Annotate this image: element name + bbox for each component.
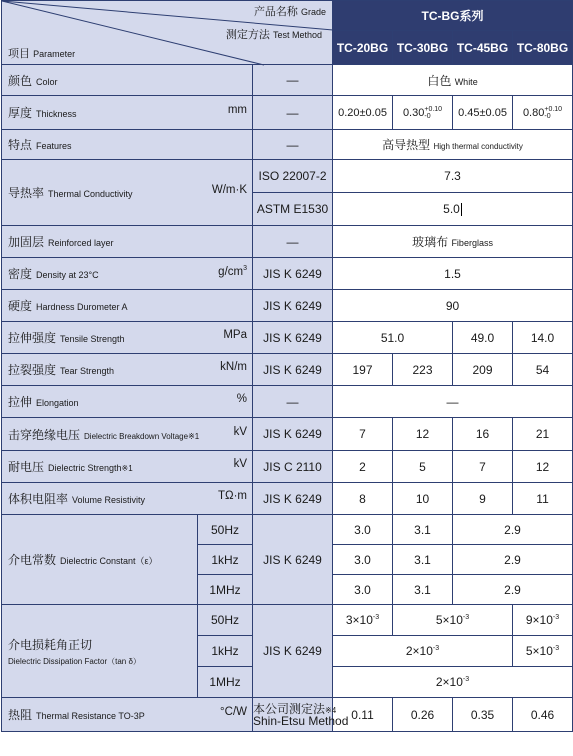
resistivity-tc45bg: 9 — [453, 483, 513, 515]
model-tc45bg: TC-45BG — [453, 31, 513, 65]
row-reinforced — [2, 226, 573, 258]
method-astm: ASTM E1530 — [253, 193, 333, 226]
param-constant: 介电常数 Dielectric Constant（ε） — [2, 515, 198, 605]
param-reinforced: 加固层 Reinforced layer — [2, 226, 253, 258]
resistivity-tc80bg: 11 — [513, 483, 573, 515]
row-thermal-resistance — [2, 698, 573, 732]
param-tensile: 拉伸强度 Tensile Strength MPa — [2, 322, 253, 354]
row-tear — [2, 354, 573, 386]
constant-1mhz-tc45-80: 2.9 — [453, 575, 573, 605]
tear-tc30bg: 223 — [393, 354, 453, 386]
param-elongation: 拉伸 Elongation % — [2, 386, 253, 418]
breakdown-tc20bg: 7 — [333, 418, 393, 451]
constant-1mhz-tc30bg: 3.1 — [393, 575, 453, 605]
constant-50hz-tc30bg: 3.1 — [393, 515, 453, 545]
withstand-tc80bg: 12 — [513, 451, 573, 483]
param-resistivity: 体积电阻率 Volume Resistivity TΩ·m — [2, 483, 253, 515]
resistivity-tc20bg: 8 — [333, 483, 393, 515]
item-label: 项目 Parameter — [8, 48, 76, 60]
breakdown-tc30bg: 12 — [393, 418, 453, 451]
model-tc80bg: TC-80BG — [513, 31, 573, 65]
row-tensile — [2, 322, 573, 354]
withstand-tc45bg: 7 — [453, 451, 513, 483]
row-hardness — [2, 290, 573, 322]
method-dash: — — [253, 130, 333, 160]
tensile-tc20-30: 51.0 — [333, 322, 453, 354]
dissipation-1khz-tc80bg: $5\times 10^{-3}$ — [513, 636, 573, 667]
thickness-tc20bg: 0.20±0.05 — [333, 96, 393, 130]
row-breakdown — [2, 418, 573, 451]
method-hardness: JIS K 6249 — [253, 290, 333, 322]
param-dissipation: 介电损耗角正切 Dielectric Dissipation Factor（tan δ） — [2, 605, 198, 698]
constant-50hz-tc20bg: 3.0 — [333, 515, 393, 545]
method-label: 测定方法 Test Method — [225, 29, 323, 41]
param-withstand: 耐电压 Dielectric Strength※1 kV — [2, 451, 253, 483]
method-withstand: JIS C 2110 — [253, 451, 333, 483]
thickness-tc45bg: 0.45±0.05 — [453, 96, 513, 130]
tensile-tc45bg: 49.0 — [453, 322, 513, 354]
thickness-tc30bg: 0.30+0.10 -0 — [393, 96, 453, 130]
freq-1mhz: 1MHz — [198, 575, 253, 605]
dissipation-1mhz-all: $2\times 10^{-3}$ — [333, 667, 573, 698]
breakdown-tc80bg: 21 — [513, 418, 573, 451]
method-iso: ISO 22007-2 — [253, 160, 333, 193]
row-density — [2, 258, 573, 290]
constant-50hz-tc45-80: 2.9 — [453, 515, 573, 545]
method-dash: — — [253, 96, 333, 130]
spec-table — [1, 0, 573, 732]
withstand-tc20bg: 2 — [333, 451, 393, 483]
model-tc20bg: TC-20BG — [333, 31, 393, 65]
row-features — [2, 130, 573, 160]
series-title: TC-BG系列 — [333, 1, 573, 31]
method-constant: JIS K 6249 — [253, 515, 333, 605]
row-resistivity — [2, 483, 573, 515]
tear-tc80bg: 54 — [513, 354, 573, 386]
param-thermal-resistance: 热阻 Thermal Resistance TO-3P °C/W — [2, 698, 253, 732]
constant-1mhz-tc20bg: 3.0 — [333, 575, 393, 605]
thermal-res-tc45bg: 0.35 — [453, 698, 513, 732]
resistivity-tc30bg: 10 — [393, 483, 453, 515]
freq-1khz: 1kHz — [198, 636, 253, 667]
constant-1khz-tc30bg: 3.1 — [393, 545, 453, 575]
param-color: 颜色 Color — [2, 65, 253, 96]
param-conductivity: 导热率 Thermal Conductivity W/m·K — [2, 160, 253, 226]
dissipation-50hz-tc20bg: $3\times 10^{-3}$ — [333, 605, 393, 636]
row-thickness — [2, 96, 573, 130]
method-density: JIS K 6249 — [253, 258, 333, 290]
param-breakdown: 击穿绝缘电压 Dielectric Breakdown Voltage※1 kV — [2, 418, 253, 451]
freq-1mhz: 1MHz — [198, 667, 253, 698]
dissipation-1khz-tc20-45: $2\times 10^{-3}$ — [333, 636, 513, 667]
freq-50hz: 50Hz — [198, 605, 253, 636]
freq-1khz: 1kHz — [198, 545, 253, 575]
grade-label: 产品名称 Grade — [253, 6, 327, 18]
value-conductivity-astm: 5.0 — [333, 193, 573, 226]
value-features: 高导热型 High thermal conductivity — [333, 130, 573, 160]
withstand-tc30bg: 5 — [393, 451, 453, 483]
freq-50hz: 50Hz — [198, 515, 253, 545]
param-thickness: 厚度 Thickness mm — [2, 96, 253, 130]
breakdown-tc45bg: 16 — [453, 418, 513, 451]
row-color — [2, 65, 573, 96]
text-cursor — [461, 203, 462, 216]
method-resistivity: JIS K 6249 — [253, 483, 333, 515]
tear-tc20bg: 197 — [333, 354, 393, 386]
row-conductivity-1 — [2, 160, 573, 193]
value-hardness: 90 — [333, 290, 573, 322]
row-withstand — [2, 451, 573, 483]
param-features: 特点 Features — [2, 130, 253, 160]
method-breakdown: JIS K 6249 — [253, 418, 333, 451]
row-dissipation-50hz — [2, 605, 573, 636]
method-dash: — — [253, 65, 333, 96]
param-tear: 拉裂强度 Tear Strength kN/m — [2, 354, 253, 386]
constant-1khz-tc20bg: 3.0 — [333, 545, 393, 575]
header-corner — [2, 1, 333, 65]
value-color: 白色 White — [333, 65, 573, 96]
thickness-tc80bg: 0.80+0.10 -0 — [513, 96, 573, 130]
dissipation-50hz-tc80bg: $9\times 10^{-3}$ — [513, 605, 573, 636]
model-tc30bg: TC-30BG — [393, 31, 453, 65]
tensile-tc80bg: 14.0 — [513, 322, 573, 354]
method-thermal-resistance: 本公司测定法※4 Shin-Etsu Method — [253, 698, 333, 732]
row-elongation — [2, 386, 573, 418]
method-tear: JIS K 6249 — [253, 354, 333, 386]
thermal-res-tc20bg: 0.11 — [333, 698, 393, 732]
method-dash: — — [253, 386, 333, 418]
value-density: 1.5 — [333, 258, 573, 290]
thermal-res-tc30bg: 0.26 — [393, 698, 453, 732]
dissipation-50hz-tc30-45: $5\times 10^{-3}$ — [393, 605, 513, 636]
value-elongation: — — [333, 386, 573, 418]
constant-1khz-tc45-80: 2.9 — [453, 545, 573, 575]
value-conductivity-iso: 7.3 — [333, 160, 573, 193]
method-dissipation: JIS K 6249 — [253, 605, 333, 698]
row-constant-50hz — [2, 515, 573, 545]
tear-tc45bg: 209 — [453, 354, 513, 386]
value-reinforced: 玻璃布 Fiberglass — [333, 226, 573, 258]
method-tensile: JIS K 6249 — [253, 322, 333, 354]
method-dash: — — [253, 226, 333, 258]
param-hardness: 硬度 Hardness Durometer A — [2, 290, 253, 322]
param-density: 密度 Density at 23°C $g/cm^3$ — [2, 258, 253, 290]
thermal-res-tc80bg: 0.46 — [513, 698, 573, 732]
